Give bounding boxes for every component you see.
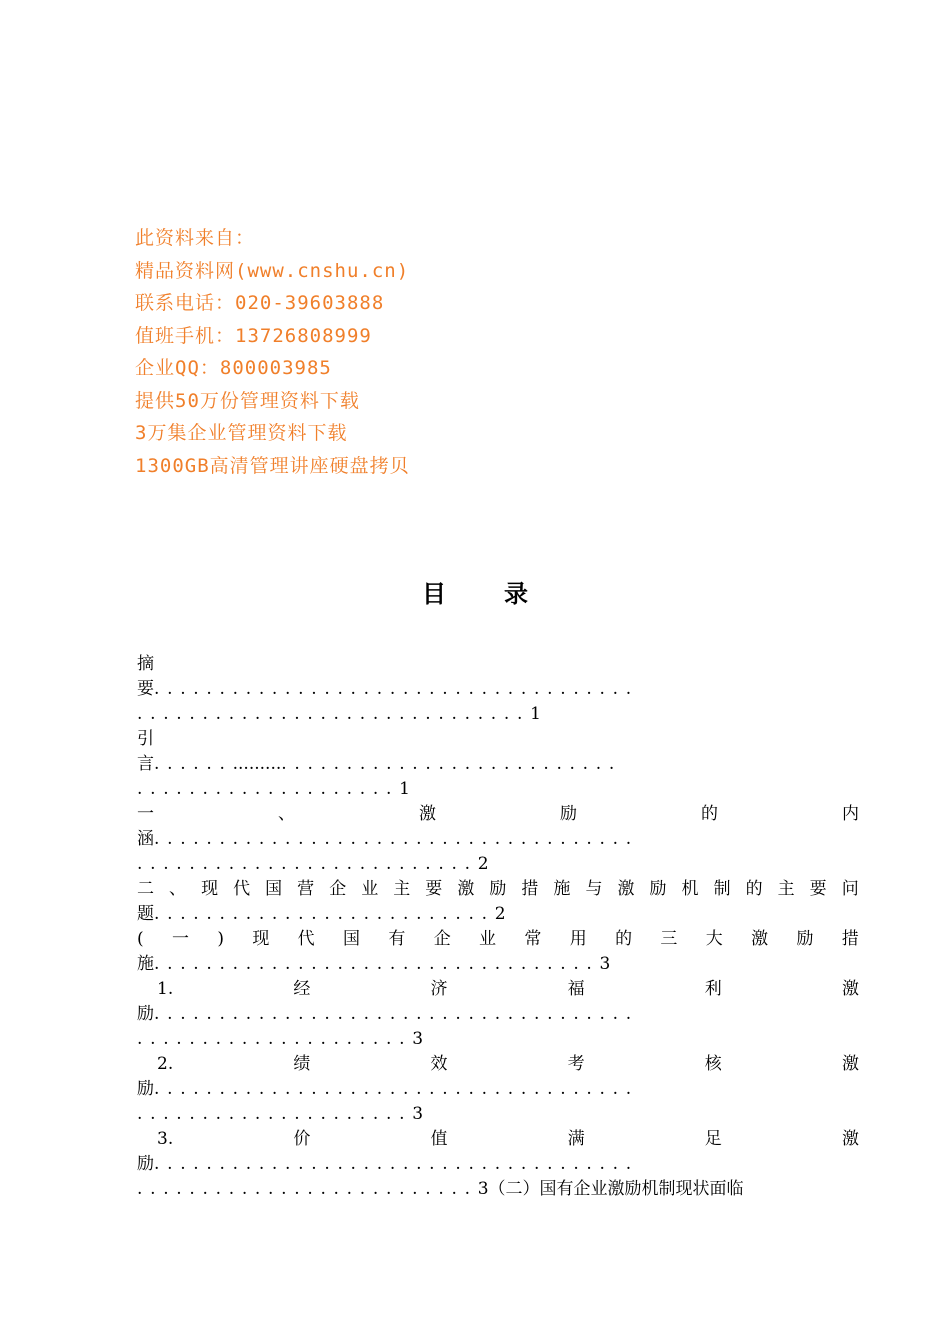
toc-heading-char: 激 xyxy=(617,879,635,899)
toc-page-number: 3 xyxy=(412,1104,424,1124)
table-of-contents xyxy=(137,652,859,1202)
toc-page-number: 3 xyxy=(599,954,611,974)
toc-heading-char: 1. xyxy=(157,979,174,999)
toc-leader-dots: ...... xyxy=(154,754,233,774)
toc-title-char: 录 xyxy=(504,580,528,608)
toc-heading-char: 值 xyxy=(430,1129,448,1149)
source-line: 联系电话：020-39603888 xyxy=(135,292,385,314)
toc-heading-char: 励 xyxy=(796,929,814,949)
toc-heading-char: 主 xyxy=(393,879,411,899)
toc-entry-abstract xyxy=(137,652,859,677)
toc-entry-subsection-a xyxy=(137,927,859,952)
toc-heading-char: 足 xyxy=(704,1129,722,1149)
toc-heading-char: 的 xyxy=(615,929,633,949)
toc-heading-char: 激 xyxy=(751,929,769,949)
toc-heading-char: 满 xyxy=(567,1129,585,1149)
toc-entry-item-1 xyxy=(137,977,859,1002)
source-line: 企业QQ：800003985 xyxy=(135,357,332,379)
toc-entry-text: 要 xyxy=(137,679,154,699)
toc-heading-char: 激 xyxy=(841,979,859,999)
toc-entry-text: 励 xyxy=(137,1004,154,1024)
toc-entry-intro xyxy=(137,727,859,752)
toc-heading-char: 、 xyxy=(169,879,187,899)
toc-heading-char: 企 xyxy=(433,929,451,949)
toc-page-number: 1 xyxy=(399,779,410,799)
toc-heading-char: 营 xyxy=(297,879,315,899)
toc-entry-text: 施 xyxy=(137,954,154,974)
toc-heading-char: 3. xyxy=(157,1129,174,1149)
toc-heading-char: 激 xyxy=(841,1129,859,1149)
source-line: 提供50万份管理资料下载 xyxy=(135,389,360,412)
toc-entry-item-3 xyxy=(137,1127,859,1152)
toc-heading-char: 一 xyxy=(171,929,189,949)
toc-heading-char: 业 xyxy=(361,879,379,899)
toc-heading-char: 问 xyxy=(841,879,859,899)
toc-entry-section-1 xyxy=(137,802,859,827)
toc-heading-char: 企 xyxy=(329,879,347,899)
toc-page-number: 3 xyxy=(477,1179,489,1199)
toc-leader-dots: ..................................... xyxy=(154,1154,639,1174)
toc-heading-char: 济 xyxy=(430,979,448,999)
toc-heading-char: 与 xyxy=(585,879,603,899)
toc-heading-char: 有 xyxy=(388,929,406,949)
toc-heading-char: 要 xyxy=(809,879,827,899)
toc-heading-char: 国 xyxy=(265,879,283,899)
toc-heading-char: 效 xyxy=(430,1054,448,1074)
toc-heading-char: 的 xyxy=(701,804,718,824)
toc-heading-char: 大 xyxy=(705,929,723,949)
toc-heading-char: 激 xyxy=(419,804,436,824)
toc-heading-char: 励 xyxy=(489,879,507,899)
source-line: 精品资料网(www.cnshu.cn) xyxy=(135,259,410,282)
toc-heading-char: 要 xyxy=(425,879,443,899)
toc-leader-dots: ..................................... xyxy=(154,1004,639,1024)
toc-page-number: 1 xyxy=(530,704,541,724)
toc-heading-char: 励 xyxy=(649,879,667,899)
toc-heading-char: 经 xyxy=(293,979,311,999)
toc-leader-dots: .......................... xyxy=(154,904,495,924)
toc-heading-char: 考 xyxy=(567,1054,585,1074)
toc-heading-char: ) xyxy=(217,929,224,949)
source-info-block xyxy=(135,222,410,482)
toc-heading-char: 代 xyxy=(297,929,315,949)
toc-heading-char: 福 xyxy=(567,979,585,999)
toc-page-number: 2 xyxy=(477,854,489,874)
toc-leader-dots: .......................... xyxy=(137,1179,478,1199)
toc-heading-char: 措 xyxy=(521,879,539,899)
toc-heading-char: 常 xyxy=(524,929,542,949)
toc-heading-char: 现 xyxy=(252,929,270,949)
toc-heading-char: 施 xyxy=(553,879,571,899)
toc-leader-dots: ..................................... xyxy=(154,679,639,699)
source-line: 此资料来自： xyxy=(135,227,256,249)
toc-leader-dots: .............................. xyxy=(137,704,531,724)
source-line: 1300GB高清管理讲座硬盘拷贝 xyxy=(135,454,410,477)
toc-entry-text: 励 xyxy=(137,1154,154,1174)
toc-heading-char: 核 xyxy=(704,1054,722,1074)
toc-heading-char: 主 xyxy=(777,879,795,899)
toc-heading-char: 激 xyxy=(457,879,475,899)
toc-heading-char: 激 xyxy=(841,1054,859,1074)
toc-leader-dots: ......... xyxy=(232,754,282,774)
source-line: 值班手机：13726808999 xyxy=(135,324,372,347)
toc-leader-dots: .......................... xyxy=(137,854,478,874)
toc-leader-dots: .......................... xyxy=(281,754,622,774)
toc-leader-dots: ..................... xyxy=(137,1029,413,1049)
toc-leader-dots: .................... xyxy=(137,779,400,799)
toc-page-number: 2 xyxy=(494,904,506,924)
toc-heading-char: 一 xyxy=(137,804,154,824)
toc-title xyxy=(0,574,950,609)
toc-heading-char: 绩 xyxy=(293,1054,311,1074)
toc-heading-char: ( xyxy=(137,929,144,949)
toc-heading-char: 制 xyxy=(713,879,731,899)
source-line: 3万集企业管理资料下载 xyxy=(135,422,348,444)
toc-entry-text: 言 xyxy=(137,754,154,774)
toc-heading-char: 用 xyxy=(569,929,587,949)
toc-leader-dots: ..................................... xyxy=(154,829,639,849)
toc-heading-char: 2. xyxy=(157,1054,174,1074)
toc-title-char: 目 xyxy=(422,580,446,608)
toc-heading-char: 措 xyxy=(841,929,859,949)
toc-leader-dots: .................................. xyxy=(154,954,600,974)
toc-heading-char: 二 xyxy=(137,879,154,899)
toc-heading-char: 现 xyxy=(201,879,219,899)
toc-heading-char: 机 xyxy=(681,879,699,899)
toc-entry-text: 题 xyxy=(137,904,154,924)
toc-heading-char: 利 xyxy=(704,979,722,999)
toc-heading-char: 励 xyxy=(560,804,577,824)
toc-entry-item-2 xyxy=(137,1052,859,1077)
toc-heading-char: 业 xyxy=(479,929,497,949)
toc-entry-text: （二）国有企业激励机制现状面临 xyxy=(488,1179,744,1199)
toc-page-number: 3 xyxy=(412,1029,424,1049)
toc-heading-char: 内 xyxy=(842,804,859,824)
toc-heading-char: 价 xyxy=(293,1129,311,1149)
toc-heading-char: 三 xyxy=(660,929,678,949)
toc-heading-char: 国 xyxy=(343,929,360,949)
toc-entry-text: 摘 xyxy=(137,654,154,674)
toc-entry-text: 涵 xyxy=(137,829,154,849)
toc-leader-dots: ..................... xyxy=(137,1104,413,1124)
toc-heading-char: 、 xyxy=(278,804,295,824)
toc-entry-text: 励 xyxy=(137,1079,154,1099)
toc-heading-char: 代 xyxy=(233,879,251,899)
toc-leader-dots: ..................................... xyxy=(154,1079,639,1099)
toc-entry-text: 引 xyxy=(137,729,154,749)
toc-entry-section-2 xyxy=(137,877,859,902)
toc-heading-char: 的 xyxy=(745,879,763,899)
